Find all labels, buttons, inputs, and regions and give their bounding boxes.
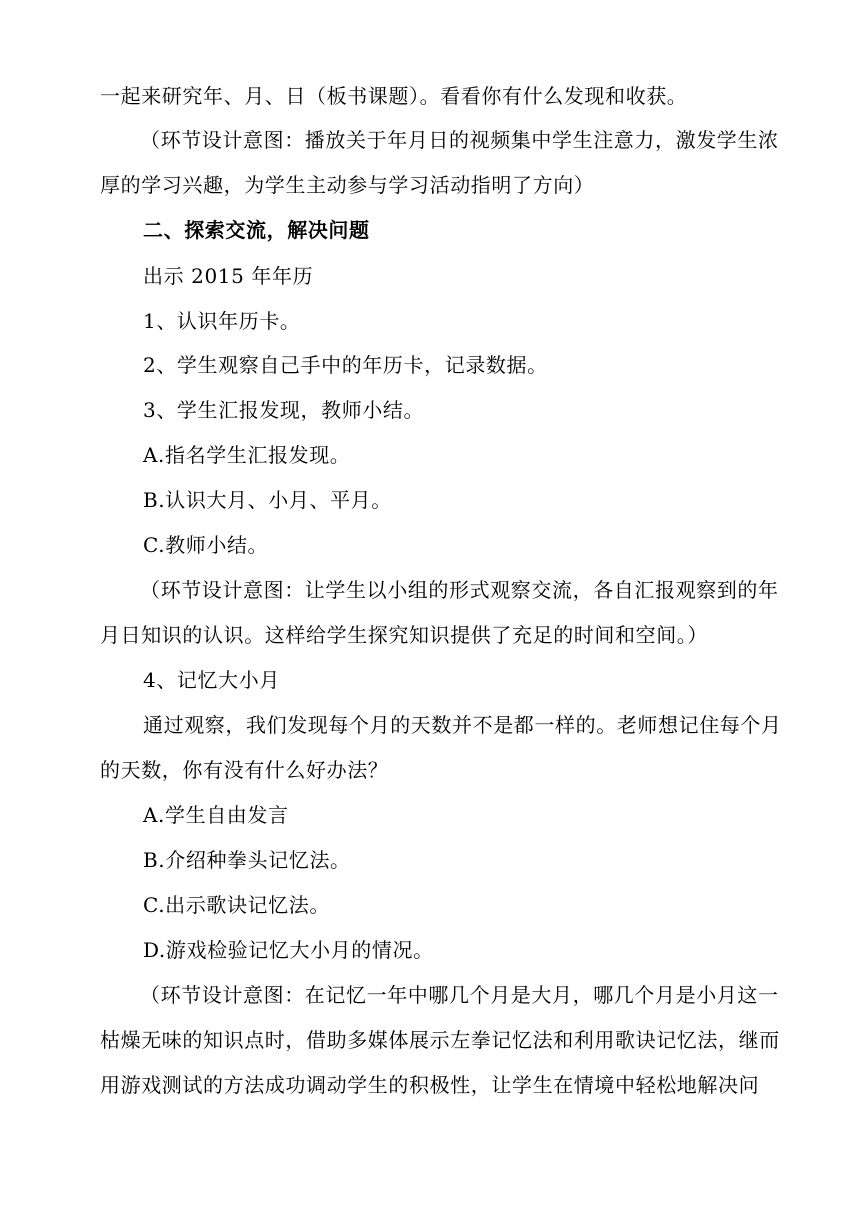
design-intent-line: 用游戏测试的方法成功调动学生的积极性，让学生在情境中轻松地解决问 [100, 1073, 760, 1097]
design-intent-line: 厚的学习兴趣，为学生主动参与学习活动指明了方向） [100, 173, 595, 197]
design-intent-line: （环节设计意图：在记忆一年中哪几个月是大月，哪几个月是小月这一 [140, 983, 779, 1007]
list-item: A.学生自由发言 [143, 803, 289, 827]
paragraph-line: 一起来研究年、月、日（板书课题）。看看你有什么发现和收获。 [100, 84, 688, 108]
paragraph-line: 通过观察，我们发现每个月的天数并不是都一样的。老师想记住每个月 [143, 713, 782, 737]
list-item: B.介绍种拳头记忆法。 [143, 848, 351, 872]
section-heading: 二、探索交流，解决问题 [143, 218, 370, 242]
design-intent-line: 枯燥无味的知识点时，借助多媒体展示左拳记忆法和利用歌诀记忆法，继而 [100, 1028, 780, 1052]
list-item: C.出示歌诀记忆法。 [143, 893, 330, 917]
paragraph-line: 出示 2015 年年历 [143, 264, 314, 288]
list-item: 2、学生观察自己手中的年历卡，记录数据。 [143, 353, 548, 377]
list-item: 3、学生汇报发现，教师小结。 [143, 398, 425, 422]
design-intent-line: 月日知识的认识。这样给学生探究知识提供了充足的时间和空间。） [100, 623, 708, 647]
design-intent-line: （环节设计意图：播放关于年月日的视频集中学生注意力，激发学生浓 [140, 128, 779, 152]
paragraph-line: 的天数，你有没有什么好办法？ [100, 758, 389, 782]
list-item: 4、记忆大小月 [143, 668, 280, 692]
list-item: D.游戏检验记忆大小月的情况。 [143, 938, 434, 962]
list-item: A.指名学生汇报发现。 [143, 443, 351, 467]
list-item: 1、认识年历卡。 [143, 309, 301, 333]
list-item: C.教师小结。 [143, 533, 269, 557]
design-intent-line: （环节设计意图：让学生以小组的形式观察交流，各自汇报观察到的年 [140, 578, 779, 602]
list-item: B.认识大月、小月、平月。 [143, 488, 392, 512]
